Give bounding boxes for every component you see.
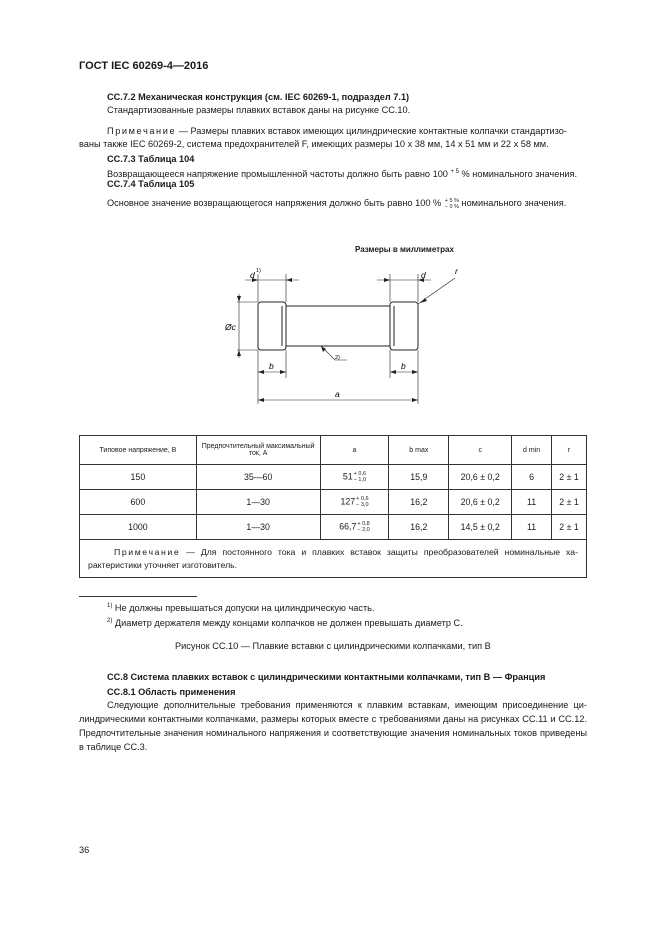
section-cc72-note bbox=[107, 124, 567, 138]
col-header-a: a bbox=[320, 436, 389, 465]
section-cc72-note-line2: ваны также IEC 60269-2, система предохранителей F, имеющих размеры 10 x 38 мм, 14 x 51 мм и 22 x 58 мм. bbox=[79, 139, 549, 149]
cc74-tol-bottom: − 0 % bbox=[444, 203, 459, 210]
tol-top: + 0,8 bbox=[357, 521, 370, 527]
page-header-title: ГОСТ IEC 60269-4—2016 bbox=[79, 60, 209, 72]
cc74-tol-top: + 5 % bbox=[444, 197, 459, 204]
col-header-b: b max bbox=[389, 436, 449, 465]
col-header-r: r bbox=[552, 436, 587, 465]
cell-a-tolerance bbox=[356, 496, 368, 508]
col-header-c: c bbox=[449, 436, 512, 465]
dim-d1-sup: 1) bbox=[256, 268, 261, 274]
cell-a-value: 127 bbox=[340, 496, 356, 507]
cell-c: 14,5 ± 0,2 bbox=[449, 515, 512, 540]
cell-r: 2 ± 1 bbox=[552, 465, 587, 490]
cc73-text-after: % номинального значения. bbox=[459, 169, 578, 180]
cell-voltage: 600 bbox=[80, 490, 197, 515]
tol-top: + 0,6 bbox=[353, 471, 367, 477]
cc74-text-before: Основное значение возвращающегося напряжения должно быть равно 100 % bbox=[107, 198, 442, 208]
cell-c: 20,6 ± 0,2 bbox=[449, 465, 512, 490]
cell-r: 2 ± 1 bbox=[552, 490, 587, 515]
section-cc72-heading: СС.7.2 Механическая конструкция (см. IEC 60269-1, подраздел 7.1) bbox=[107, 92, 410, 102]
table-row bbox=[80, 515, 587, 540]
table-row bbox=[80, 490, 587, 515]
footnote-1 bbox=[107, 599, 375, 615]
cell-d: 11 bbox=[512, 515, 552, 540]
dim-r-label: r bbox=[455, 266, 458, 276]
table-header-row bbox=[80, 436, 587, 465]
section-cc72-text: Стандартизованные размеры плавких вставок даны на рисунке СС.10. bbox=[107, 105, 411, 115]
ref2-label: 2) bbox=[335, 355, 340, 361]
cell-voltage: 1000 bbox=[80, 515, 197, 540]
section-cc81-heading: СС.8.1 Область применения bbox=[107, 687, 236, 697]
dim-d1-label: d bbox=[250, 270, 255, 280]
cell-voltage: 150 bbox=[80, 465, 197, 490]
section-cc73-heading: СС.7.3 Таблица 104 bbox=[107, 154, 195, 164]
cc74-tolerance bbox=[445, 198, 459, 210]
cell-current: 1—30 bbox=[196, 490, 320, 515]
col-header-voltage: Типовое напряжение, В bbox=[80, 436, 197, 465]
section-cc8-heading: СС.8 Система плавких вставок с цилиндрическими контактными колпачками, тип В — Франция bbox=[107, 672, 546, 682]
cell-b: 15,9 bbox=[389, 465, 449, 490]
cell-r: 2 ± 1 bbox=[552, 515, 587, 540]
cell-a-value: 51 bbox=[342, 471, 353, 482]
cell-a bbox=[320, 515, 389, 540]
figure-units-caption: Размеры в миллиметрах bbox=[355, 245, 454, 254]
cell-a-tolerance bbox=[357, 521, 369, 533]
col-header-current: Предпочтительный максимальный ток, А bbox=[196, 436, 320, 465]
figure-caption: Рисунок СС.10 — Плавкие вставки с цилиндрическими колпачками, тип В bbox=[175, 641, 491, 651]
cell-b: 16,2 bbox=[389, 515, 449, 540]
cell-a bbox=[320, 465, 389, 490]
dim-a-label: a bbox=[335, 389, 340, 399]
section-cc74-heading: СС.7.4 Таблица 105 bbox=[107, 179, 195, 189]
footnote-2-mark: 2) bbox=[107, 618, 113, 624]
cell-d: 6 bbox=[512, 465, 552, 490]
tol-top: + 0,6 bbox=[356, 496, 369, 502]
dim-b-left-label: b bbox=[269, 361, 274, 371]
cell-current: 1—30 bbox=[196, 515, 320, 540]
table-note bbox=[80, 540, 587, 578]
table-note-text: — Для постоянного тока и плавких вставок защиты преобразователей номинальные ха-рактеристики уточняет изготовитель. bbox=[88, 546, 578, 570]
cc73-text-before: Возвращающееся напряжение промышленной частоты должно быть равно 100 bbox=[107, 169, 448, 180]
dim-d-label: d bbox=[421, 270, 426, 280]
fuse-drawing bbox=[225, 262, 465, 412]
dimensions-table bbox=[79, 435, 587, 578]
tol-bottom: − 2,0 bbox=[357, 527, 370, 533]
footnote-separator bbox=[79, 596, 197, 597]
tol-bottom: − 1,0 bbox=[353, 477, 367, 483]
section-cc74-text bbox=[107, 196, 566, 210]
table-note-label: Примечание bbox=[114, 546, 181, 557]
cc73-sup: + 5 bbox=[450, 169, 459, 175]
tol-bottom: − 3,0 bbox=[356, 502, 369, 508]
dim-c-label: Øc bbox=[225, 322, 236, 332]
section-cc81-paragraph: Следующие дополнительные требования применяются к плавким вставкам, имеющим присоединение ци-линдрическими контактными колпачками, размеры которых вместе с требованиями даны на рисунках СС.11 и СС.12. Предпочтительные значения номинального напряжения и соответствующие значения номинальных токов приведены в таблице СС.3. bbox=[79, 700, 587, 752]
col-header-d: d min bbox=[512, 436, 552, 465]
table-note-row bbox=[80, 540, 587, 578]
footnote-2 bbox=[107, 614, 463, 630]
footnote-1-mark: 1) bbox=[107, 603, 113, 609]
note-label: Примечание bbox=[107, 126, 177, 136]
footnote-1-text: Не должны превышаться допуски на цилиндрическую часть. bbox=[112, 603, 375, 614]
footnote-2-text: Диаметр держателя между концами колпачков не должен превышать диаметр С. bbox=[112, 618, 463, 629]
cell-current: 35—60 bbox=[196, 465, 320, 490]
page-number: 36 bbox=[79, 845, 90, 855]
dim-b-right-label: b bbox=[401, 361, 406, 371]
cell-a bbox=[320, 490, 389, 515]
cell-d: 11 bbox=[512, 490, 552, 515]
note-line1: — Размеры плавких вставок имеющих цилиндрические контактные колпачки стандартизо- bbox=[176, 126, 567, 136]
cc74-text-after: номинального значения. bbox=[458, 198, 567, 208]
cell-a-value: 66,7 bbox=[339, 521, 357, 532]
table-row bbox=[80, 465, 587, 490]
cell-c: 20,6 ± 0,2 bbox=[449, 490, 512, 515]
cell-b: 16,2 bbox=[389, 490, 449, 515]
cell-a-tolerance bbox=[354, 471, 366, 483]
